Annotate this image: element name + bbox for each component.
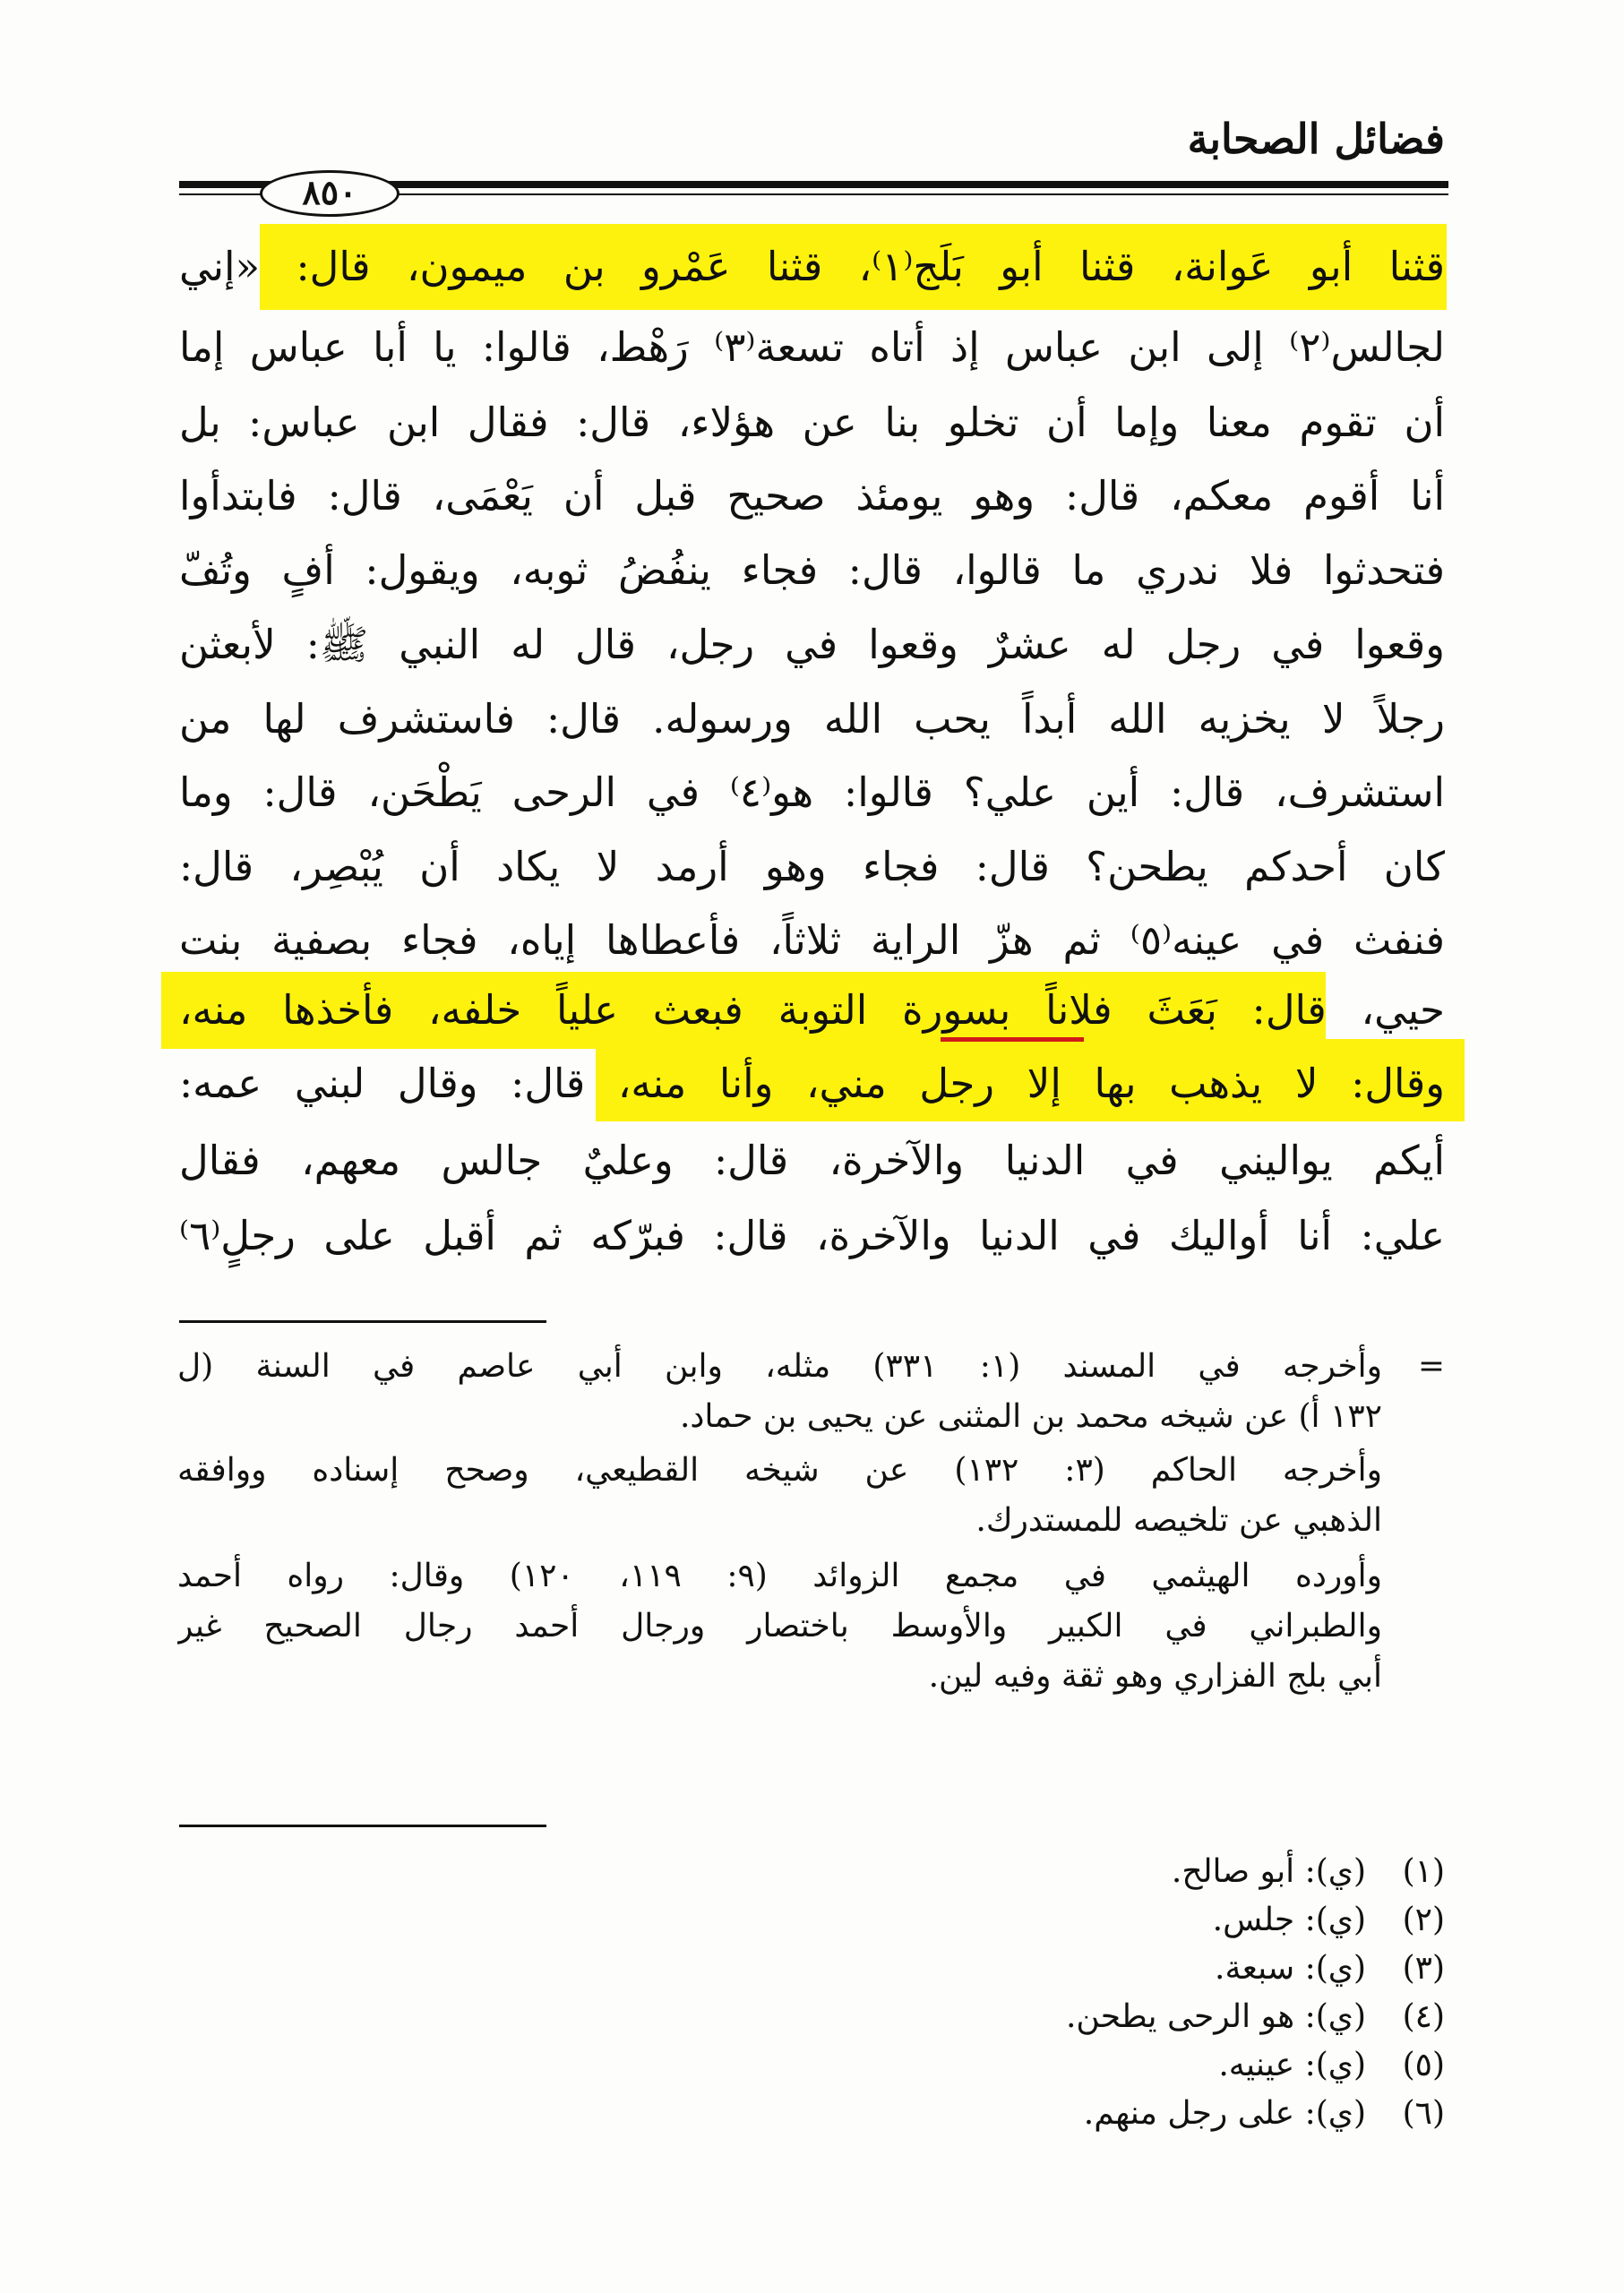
note-line: أبي بلج الفزاري وهو ثقة وفيه لين. <box>928 1658 1382 1695</box>
continuation-mark: = <box>1417 1348 1445 1385</box>
text-line: رجلاً لا يخزيه الله أبداً يحب الله ورسوله. قال: فاستشرف لها من <box>179 695 1445 743</box>
note-line: الذهبي عن تلخيصه للمستدرك. <box>975 1502 1382 1539</box>
note-line: وأخرجه الحاكم (٣: ١٣٢) عن شيخه القطيعي، وصحح إسناده ووافقه <box>177 1452 1382 1489</box>
footnote-source: (ي): <box>1304 1950 1366 1987</box>
footnote-source: (ي): <box>1304 2047 1366 2083</box>
text-line: حيي، قال: بَعَثَ فلاناً بسورة التوبة فبعث علياً خلفه، فأخذها منه، <box>179 986 1445 1034</box>
text-line: قثنا أبو عَوانة، قثنا أبو بَلَج⁽١⁾، قثنا عَمْرو بن ميمون، قال: «إني <box>179 243 1445 290</box>
footnote-source: (ي): <box>1304 2095 1366 2132</box>
text-line: أيكم يواليني في الدنيا والآخرة، قال: وعليٌ جالس معهم، فقال <box>179 1137 1445 1184</box>
note-line: وأورده الهيثمي في مجمع الزوائد (٩: ١١٩، ١٢٠) وقال: رواه أحمد <box>177 1558 1382 1594</box>
note-line: والطبراني في الكبير والأوسط باختصار ورجال أحمد رجال الصحيح غير <box>177 1608 1382 1645</box>
page-number: ٨٥٠ <box>260 170 400 217</box>
footnote-source: (ي): <box>1304 1902 1366 1938</box>
footnote-number: (١) <box>1402 1853 1445 1890</box>
footnote-source: (ي): <box>1304 1998 1366 2035</box>
notes-separator <box>179 1320 546 1323</box>
footnote-number: (٢) <box>1402 1902 1445 1938</box>
text-line: كان أحدكم يطحن؟ قال: فجاء وهو أرمد لا يكاد أن يُبْصِر، قال: <box>179 843 1445 890</box>
note-line: وأخرجه في المسند (١: ٣٣١) مثله، وابن أبي عاصم في السنة (ل <box>177 1348 1382 1385</box>
text-line: فتحدثوا فلا ندري ما قالوا، قال: فجاء ينفُضُ ثوبه، ويقول: أفٍ وتُفّ <box>179 546 1445 594</box>
footnote <box>1215 1945 1445 1992</box>
footnote-text: أبو صالح. <box>1171 1853 1295 1890</box>
footnote-number: (٣) <box>1402 1950 1445 1987</box>
footnote <box>1066 1994 1445 2040</box>
footnote <box>1172 1849 1445 1895</box>
footnote-text: هو الرحى يطحن. <box>1065 1998 1295 2035</box>
text-line: وقال: لا يذهب بها إلا رجل مني، وأنا منه، قال: وقال لبني عمه: <box>179 1060 1445 1107</box>
footnotes-separator <box>179 1825 546 1827</box>
footnote-number: (٤) <box>1402 1998 1445 2035</box>
text-line: أن تقوم معنا وإما أن تخلو بنا عن هؤلاء، قال: فقال ابن عباس: بل <box>179 399 1445 446</box>
footnote-text: جلس. <box>1212 1902 1295 1938</box>
text-line: فنفث في عينه⁽٥⁾ ثم هزّ الراية ثلاثاً، فأعطاها إياه، فجاء بصفية بنت <box>179 916 1445 964</box>
note-line: ١٣٢ أ) عن شيخه محمد بن المثنى عن يحيى بن حماد. <box>679 1398 1382 1435</box>
footnote-text: عينيه. <box>1218 2047 1295 2083</box>
text-line: علي: أنا أواليك في الدنيا والآخرة، قال: فبرّكه ثم أقبل على رجلٍ⁽٦⁾ <box>179 1212 1445 1259</box>
footnote-source: (ي): <box>1304 1853 1366 1890</box>
text-line: استشرف، قال: أين علي؟ قالوا: هو⁽٤⁾ في الرحى يَطْحَن، قال: وما <box>179 769 1445 816</box>
text-line: وقعوا في رجل له عشرٌ وقعوا في رجل، قال له النبي ﷺ: لأبعثن <box>179 621 1445 668</box>
red-underline <box>941 1037 1084 1042</box>
footnote <box>1213 1897 1445 1944</box>
footnote-number: (٥) <box>1402 2047 1445 2083</box>
running-title: فضائل الصحابة <box>1187 115 1445 163</box>
footnote-text: سبعة. <box>1215 1950 1295 1987</box>
footnote-number: (٦) <box>1402 2095 1445 2132</box>
footnote <box>1218 2042 1445 2089</box>
text-line: أنا أقوم معكم، قال: وهو يومئذ صحيح قبل أن يَعْمَى، قال: فابتدأوا <box>179 472 1445 520</box>
footnote <box>1084 2091 1445 2137</box>
footnote-text: على رجل منهم. <box>1083 2095 1295 2132</box>
text-line: لجالس⁽٢⁾ إلى ابن عباس إذ أتاه تسعة⁽٣⁾ رَهْط، قالوا: يا أبا عباس إما <box>179 323 1445 371</box>
